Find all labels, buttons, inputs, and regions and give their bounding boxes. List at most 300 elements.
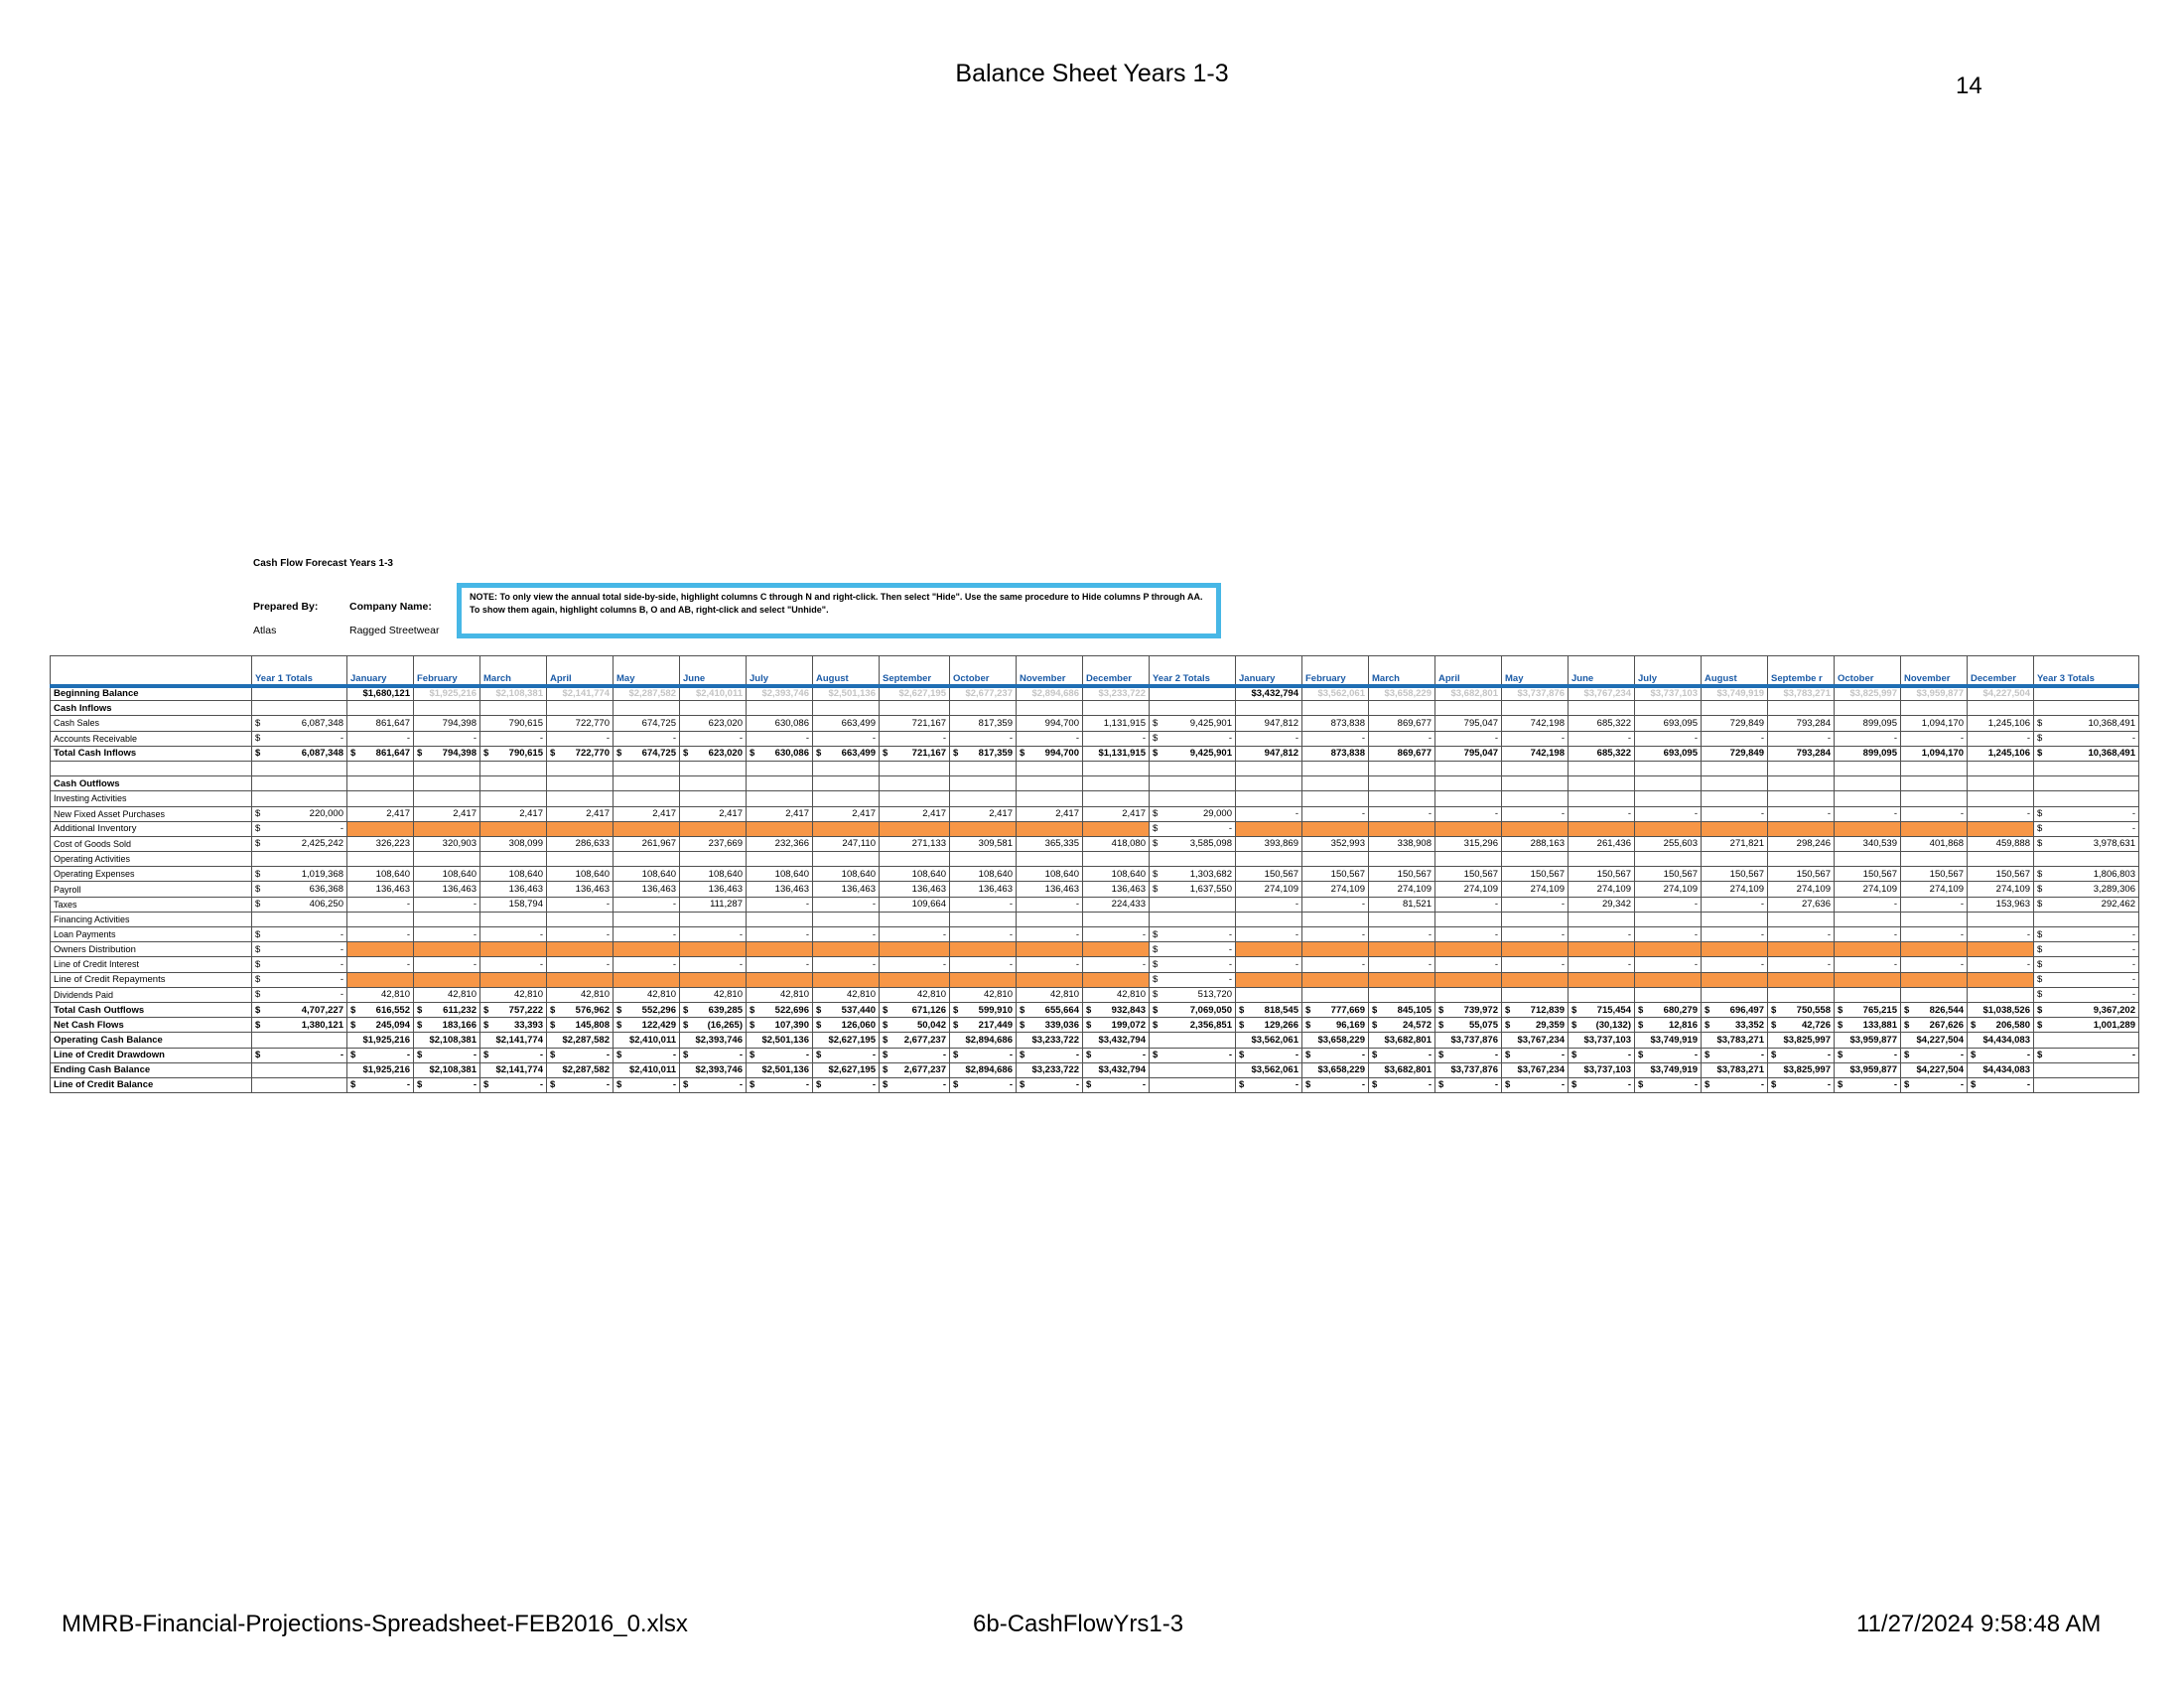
table-cell: $3,783,271 — [1768, 686, 1835, 701]
table-cell — [1435, 972, 1502, 987]
table-row — [51, 882, 2139, 897]
column-header: Year 2 Totals — [1150, 656, 1236, 686]
table-cell — [614, 701, 680, 716]
table-cell: $ - — [1502, 1048, 1569, 1062]
table-cell — [680, 942, 747, 957]
table-cell: 109,664 — [880, 897, 950, 912]
table-cell: $3,783,271 — [1702, 1033, 1768, 1048]
table-cell: - — [1702, 806, 1768, 821]
row-label: Total Cash Inflows — [51, 746, 252, 761]
table-cell: 150,567 — [1302, 867, 1369, 882]
row-label: Loan Payments — [51, 927, 252, 942]
table-cell — [1369, 821, 1435, 836]
table-cell: $2,894,686 — [950, 1062, 1017, 1077]
table-cell: 623,020 — [680, 716, 747, 731]
table-cell: $ 1,380,121 — [252, 1018, 347, 1033]
table-cell: $2,287,582 — [547, 1033, 614, 1048]
table-cell — [1502, 821, 1569, 836]
table-cell — [747, 942, 813, 957]
table-cell: 136,463 — [813, 882, 880, 897]
table-cell: $ 50,042 — [880, 1018, 950, 1033]
table-cell: $ - — [252, 987, 347, 1002]
table-cell: $ - — [480, 1048, 547, 1062]
row-label: New Fixed Asset Purchases — [51, 806, 252, 821]
table-cell: - — [1569, 957, 1635, 972]
table-cell — [1502, 761, 1569, 775]
table-cell: 150,567 — [1901, 867, 1968, 882]
table-cell — [1017, 821, 1083, 836]
table-cell — [1236, 821, 1302, 836]
row-label: Line of Credit Drawdown — [51, 1048, 252, 1062]
prepared-by-value: Atlas — [253, 625, 277, 636]
table-cell: $ - — [747, 1077, 813, 1092]
table-cell: 2,417 — [414, 806, 480, 821]
table-cell: 794,398 — [414, 716, 480, 731]
table-cell: - — [614, 927, 680, 942]
table-cell: 42,810 — [347, 987, 414, 1002]
table-cell — [1083, 761, 1150, 775]
table-cell: - — [1835, 927, 1901, 942]
table-cell — [950, 912, 1017, 926]
table-cell: $ - — [1150, 731, 1236, 746]
table-cell: $ - — [2034, 731, 2139, 746]
table-cell — [1236, 776, 1302, 791]
table-cell — [1635, 776, 1702, 791]
table-cell: $2,393,746 — [680, 1062, 747, 1077]
table-cell: 111,287 — [680, 897, 747, 912]
table-cell — [614, 776, 680, 791]
table-cell: $ - — [1150, 1048, 1236, 1062]
table-cell: $ 55,075 — [1435, 1018, 1502, 1033]
table-cell — [1150, 897, 1236, 912]
table-cell: $ 107,390 — [747, 1018, 813, 1033]
table-cell — [347, 912, 414, 926]
table-cell: $2,393,746 — [680, 1033, 747, 1048]
table-cell — [950, 821, 1017, 836]
table-cell: 108,640 — [813, 867, 880, 882]
table-cell — [1768, 761, 1835, 775]
table-cell: 136,463 — [347, 882, 414, 897]
table-cell: 793,284 — [1768, 746, 1835, 761]
table-cell: $ - — [813, 1077, 880, 1092]
table-cell: - — [1968, 927, 2034, 942]
table-cell: 274,109 — [1369, 882, 1435, 897]
table-cell: $ 12,816 — [1635, 1018, 1702, 1033]
table-cell — [1083, 776, 1150, 791]
table-cell — [1236, 912, 1302, 926]
table-cell: - — [414, 731, 480, 746]
table-cell — [747, 701, 813, 716]
footer-sheet-name: 6b-CashFlowYrs1-3 — [973, 1611, 1184, 1637]
table-cell: $ 818,545 — [1236, 1002, 1302, 1017]
table-cell — [1369, 776, 1435, 791]
table-cell — [547, 912, 614, 926]
table-cell: 136,463 — [1017, 882, 1083, 897]
table-cell: $ - — [252, 1048, 347, 1062]
table-cell: $ 576,962 — [547, 1002, 614, 1017]
table-cell — [252, 1033, 347, 1048]
footer-timestamp: 11/27/2024 9:58:48 AM — [1856, 1611, 2102, 1637]
table-cell — [480, 852, 547, 867]
table-cell: - — [1901, 957, 1968, 972]
table-cell — [813, 791, 880, 806]
table-cell — [1702, 761, 1768, 775]
table-cell: $3,737,876 — [1502, 686, 1569, 701]
row-label: Investing Activities — [51, 791, 252, 806]
table-cell: $2,677,237 — [950, 686, 1017, 701]
table-cell: $ - — [1635, 1048, 1702, 1062]
table-cell — [1150, 701, 1236, 716]
table-cell: $ 4,707,227 — [252, 1002, 347, 1017]
table-cell: 793,284 — [1768, 716, 1835, 731]
sheet-title: Cash Flow Forecast Years 1-3 — [253, 558, 393, 569]
table-cell — [1835, 791, 1901, 806]
table-cell: 274,109 — [1635, 882, 1702, 897]
table-cell — [1150, 1033, 1236, 1048]
table-cell: 2,417 — [813, 806, 880, 821]
cash-flow-table — [50, 655, 2139, 1093]
table-cell — [950, 942, 1017, 957]
table-cell — [614, 821, 680, 836]
table-cell: $ - — [547, 1048, 614, 1062]
table-cell — [950, 972, 1017, 987]
table-cell: - — [1302, 731, 1369, 746]
table-cell — [1502, 776, 1569, 791]
table-cell: - — [1768, 957, 1835, 972]
table-cell — [1901, 701, 1968, 716]
table-cell: $ 715,454 — [1569, 1002, 1635, 1017]
table-cell — [1502, 701, 1569, 716]
table-cell — [1435, 852, 1502, 867]
table-cell — [1502, 912, 1569, 926]
table-cell — [1635, 761, 1702, 775]
table-cell: 150,567 — [1768, 867, 1835, 882]
table-cell: $ - — [414, 1077, 480, 1092]
table-cell: $ - — [347, 1077, 414, 1092]
table-cell — [2034, 1062, 2139, 1077]
table-cell: - — [1502, 806, 1569, 821]
table-cell: 150,567 — [1236, 867, 1302, 882]
table-cell — [2034, 701, 2139, 716]
table-cell — [747, 791, 813, 806]
table-cell — [1150, 1077, 1236, 1092]
row-label — [51, 761, 252, 775]
table-cell — [880, 701, 950, 716]
column-header: October — [1835, 656, 1901, 686]
table-cell — [950, 776, 1017, 791]
table-row — [51, 1018, 2139, 1033]
table-cell: 994,700 — [1017, 716, 1083, 731]
table-row — [51, 1077, 2139, 1092]
table-cell: $ 845,105 — [1369, 1002, 1435, 1017]
table-cell: $ (16,265) — [680, 1018, 747, 1033]
table-cell: $2,627,195 — [813, 1033, 880, 1048]
table-cell: 42,810 — [950, 987, 1017, 1002]
table-cell — [1835, 942, 1901, 957]
table-cell: $4,434,083 — [1968, 1033, 2034, 1048]
table-cell: 274,109 — [1835, 882, 1901, 897]
table-cell: $ 133,881 — [1835, 1018, 1901, 1033]
table-cell: 150,567 — [1502, 867, 1569, 882]
table-cell: $ - — [1768, 1077, 1835, 1092]
table-cell — [1835, 852, 1901, 867]
table-cell: 869,677 — [1369, 716, 1435, 731]
table-cell: 869,677 — [1369, 746, 1435, 761]
table-cell: 320,903 — [414, 836, 480, 851]
table-cell: 288,163 — [1502, 836, 1569, 851]
table-cell: 42,810 — [813, 987, 880, 1002]
table-cell: 42,810 — [1083, 987, 1150, 1002]
table-cell: $ 220,000 — [252, 806, 347, 821]
table-cell — [1702, 791, 1768, 806]
table-row — [51, 821, 2139, 836]
table-cell — [1768, 791, 1835, 806]
table-cell: - — [680, 927, 747, 942]
table-cell: $ - — [2034, 942, 2139, 957]
table-cell: 224,433 — [1083, 897, 1150, 912]
table-cell — [1369, 972, 1435, 987]
table-cell — [347, 972, 414, 987]
table-cell — [1635, 942, 1702, 957]
table-cell: - — [1635, 731, 1702, 746]
table-cell: - — [1435, 927, 1502, 942]
table-cell — [950, 701, 1017, 716]
table-cell: $ - — [414, 1048, 480, 1062]
table-cell: - — [347, 731, 414, 746]
table-cell: $ 513,720 — [1150, 987, 1236, 1002]
table-cell: - — [1968, 806, 2034, 821]
table-cell — [1150, 776, 1236, 791]
table-cell: $3,959,877 — [1835, 1062, 1901, 1077]
table-cell — [1017, 912, 1083, 926]
row-label: Beginning Balance — [51, 686, 252, 701]
table-cell: $ - — [1083, 1077, 1150, 1092]
table-cell: 81,521 — [1369, 897, 1435, 912]
table-cell: - — [1901, 806, 1968, 821]
table-cell: 136,463 — [547, 882, 614, 897]
table-cell — [414, 912, 480, 926]
table-cell: $ 267,626 — [1901, 1018, 1968, 1033]
row-label: Cost of Goods Sold — [51, 836, 252, 851]
table-cell — [1369, 701, 1435, 716]
table-cell — [1435, 791, 1502, 806]
table-cell: 136,463 — [480, 882, 547, 897]
table-cell — [1901, 791, 1968, 806]
table-cell: - — [950, 957, 1017, 972]
table-cell — [480, 912, 547, 926]
table-cell — [1017, 761, 1083, 775]
table-cell — [813, 776, 880, 791]
table-cell — [1968, 791, 2034, 806]
table-cell: 315,296 — [1435, 836, 1502, 851]
table-cell: $ - — [813, 1048, 880, 1062]
table-cell: $ 33,393 — [480, 1018, 547, 1033]
table-cell: - — [1236, 957, 1302, 972]
table-cell: $2,108,381 — [414, 1062, 480, 1077]
table-cell: - — [547, 927, 614, 942]
table-cell — [1901, 987, 1968, 1002]
table-cell: 150,567 — [1635, 867, 1702, 882]
table-cell — [252, 701, 347, 716]
table-cell — [347, 821, 414, 836]
table-cell: $ 206,580 — [1968, 1018, 2034, 1033]
table-cell: 108,640 — [950, 867, 1017, 882]
table-cell: 795,047 — [1435, 716, 1502, 731]
table-cell: $4,227,504 — [1968, 686, 2034, 701]
table-cell: $3,783,271 — [1702, 1062, 1768, 1077]
table-cell: - — [1017, 897, 1083, 912]
table-cell — [2034, 1033, 2139, 1048]
table-cell: 153,963 — [1968, 897, 2034, 912]
table-cell — [414, 942, 480, 957]
table-cell: $3,737,103 — [1569, 1062, 1635, 1077]
table-cell — [252, 776, 347, 791]
table-cell: - — [1017, 927, 1083, 942]
table-cell: 2,417 — [480, 806, 547, 821]
table-cell — [480, 776, 547, 791]
table-cell: 2,417 — [880, 806, 950, 821]
table-cell — [1083, 821, 1150, 836]
table-cell — [1017, 791, 1083, 806]
table-cell: $2,141,774 — [480, 1033, 547, 1048]
table-cell: 42,810 — [480, 987, 547, 1002]
table-row — [51, 897, 2139, 912]
table-cell: $ 2,425,242 — [252, 836, 347, 851]
row-label: Dividends Paid — [51, 987, 252, 1002]
table-cell — [880, 852, 950, 867]
table-cell: $ - — [1369, 1048, 1435, 1062]
table-cell — [1302, 821, 1369, 836]
row-label: Total Cash Outflows — [51, 1002, 252, 1017]
table-cell: - — [813, 957, 880, 972]
table-cell: 2,417 — [1083, 806, 1150, 821]
table-cell: 729,849 — [1702, 716, 1768, 731]
table-cell: $ - — [1635, 1077, 1702, 1092]
table-cell: 108,640 — [680, 867, 747, 882]
table-cell — [614, 791, 680, 806]
table-cell — [880, 761, 950, 775]
table-cell: 108,640 — [480, 867, 547, 882]
table-cell: $ 739,972 — [1435, 1002, 1502, 1017]
table-cell — [1835, 987, 1901, 1002]
table-cell: - — [347, 897, 414, 912]
table-cell — [480, 761, 547, 775]
table-cell: $ - — [680, 1048, 747, 1062]
table-cell: $ - — [347, 1048, 414, 1062]
table-cell: - — [1702, 957, 1768, 972]
table-cell: 2,417 — [614, 806, 680, 821]
table-cell: $ - — [252, 957, 347, 972]
column-header: Year 1 Totals — [252, 656, 347, 686]
table-cell: 721,167 — [880, 716, 950, 731]
table-cell: 663,499 — [813, 716, 880, 731]
table-cell — [347, 761, 414, 775]
table-cell: $2,108,381 — [480, 686, 547, 701]
table-cell: $ 750,558 — [1768, 1002, 1835, 1017]
table-cell — [1968, 987, 2034, 1002]
table-cell: $ - — [1768, 1048, 1835, 1062]
table-cell: - — [1302, 927, 1369, 942]
table-cell: $ - — [1150, 927, 1236, 942]
table-cell — [950, 852, 1017, 867]
table-cell: 247,110 — [813, 836, 880, 851]
table-cell — [1569, 942, 1635, 957]
table-cell: 108,640 — [347, 867, 414, 882]
table-cell: $ 932,843 — [1083, 1002, 1150, 1017]
table-cell: $3,233,722 — [1083, 686, 1150, 701]
table-cell: $ 522,696 — [747, 1002, 813, 1017]
table-cell — [1569, 701, 1635, 716]
table-cell: 42,810 — [547, 987, 614, 1002]
table-cell: 136,463 — [880, 882, 950, 897]
table-cell: $3,658,229 — [1369, 686, 1435, 701]
table-cell: 158,794 — [480, 897, 547, 912]
table-cell: - — [1369, 957, 1435, 972]
table-cell — [1369, 852, 1435, 867]
table-cell: $ 9,425,901 — [1150, 746, 1236, 761]
table-cell — [414, 701, 480, 716]
table-cell: - — [614, 731, 680, 746]
table-cell: - — [1768, 806, 1835, 821]
table-row — [51, 746, 2139, 761]
table-cell: $2,627,195 — [813, 1062, 880, 1077]
table-cell: $ - — [1236, 1048, 1302, 1062]
table-cell — [1635, 701, 1702, 716]
table-cell: $ (30,132) — [1569, 1018, 1635, 1033]
table-cell: $ 680,279 — [1635, 1002, 1702, 1017]
row-label: Owners Distribution — [51, 942, 252, 957]
table-cell — [1768, 852, 1835, 867]
table-cell — [1435, 761, 1502, 775]
table-cell — [547, 852, 614, 867]
row-label: Cash Outflows — [51, 776, 252, 791]
table-cell: - — [880, 731, 950, 746]
table-cell — [747, 761, 813, 775]
company-name-label: Company Name: — [349, 601, 432, 613]
table-cell: 136,463 — [414, 882, 480, 897]
table-cell: 817,359 — [950, 716, 1017, 731]
table-cell — [480, 701, 547, 716]
table-cell: - — [1635, 957, 1702, 972]
table-cell: $1,925,216 — [347, 1062, 414, 1077]
table-cell — [813, 942, 880, 957]
table-cell: 2,417 — [1017, 806, 1083, 821]
table-cell: - — [1302, 957, 1369, 972]
table-cell — [1502, 852, 1569, 867]
table-cell — [747, 852, 813, 867]
table-cell: 150,567 — [1435, 867, 1502, 882]
table-cell: - — [1835, 731, 1901, 746]
table-cell: 326,223 — [347, 836, 414, 851]
table-cell — [1968, 942, 2034, 957]
table-cell: $ 10,368,491 — [2034, 716, 2139, 731]
table-cell — [1968, 972, 2034, 987]
table-cell — [547, 821, 614, 836]
table-cell: $3,233,722 — [1017, 1033, 1083, 1048]
table-row — [51, 761, 2139, 775]
table-cell: $2,287,582 — [614, 686, 680, 701]
table-cell: 271,133 — [880, 836, 950, 851]
table-cell — [1569, 821, 1635, 836]
table-cell — [2034, 761, 2139, 775]
table-cell: 742,198 — [1502, 746, 1569, 761]
table-cell: $3,432,794 — [1083, 1033, 1150, 1048]
table-cell: $ 1,001,289 — [2034, 1018, 2139, 1033]
table-cell: 2,417 — [747, 806, 813, 821]
table-cell — [1236, 701, 1302, 716]
table-cell: $1,131,915 — [1083, 746, 1150, 761]
table-cell — [1369, 791, 1435, 806]
